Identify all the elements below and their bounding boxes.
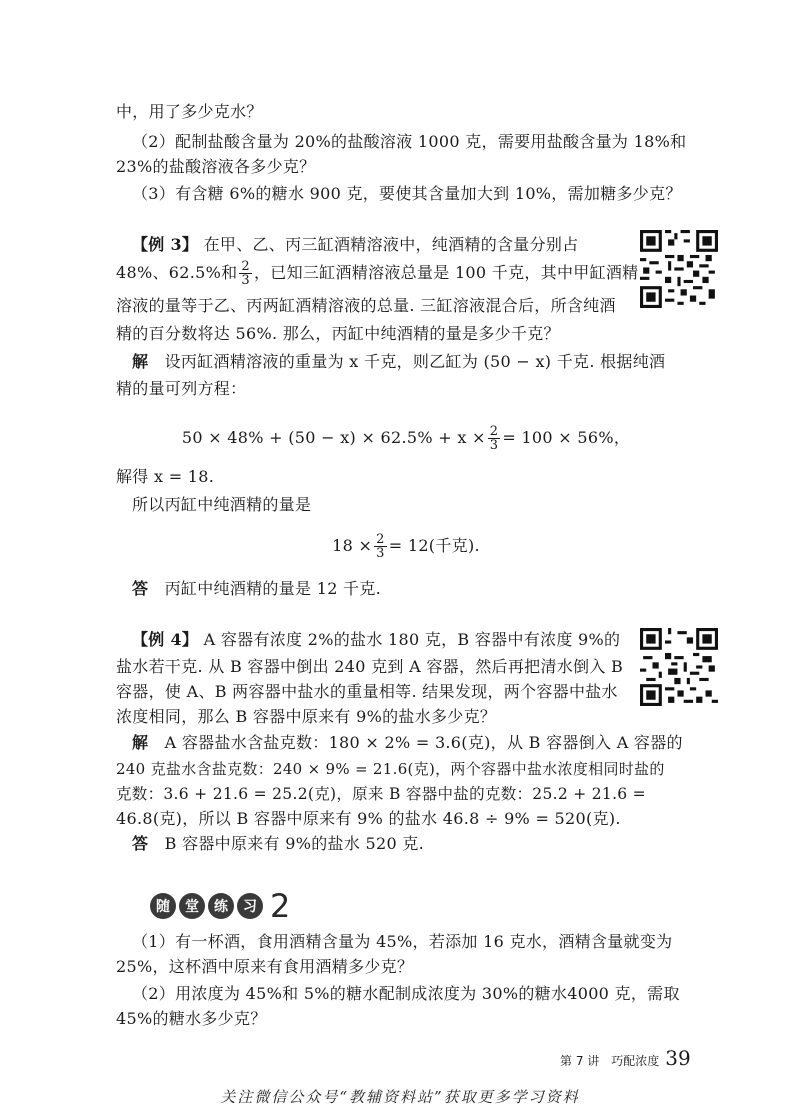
example4-solution-line-2: 240 克盐水含盐克数：240 × 9% = 21.6(克)，两个容器中盐水浓度相同时盐的 — [116, 760, 665, 778]
calc-fraction-numerator: 2 — [376, 532, 385, 547]
example3-line1-text: 在甲、乙、丙三缸酒精溶液中，纯酒精的含量分别占 — [203, 235, 579, 254]
top-problem-line-1: 中，用了多少克水？ — [116, 102, 263, 121]
example3-answer-text: 丙缸中纯酒精的量是 12 千克. — [164, 579, 382, 598]
example4-answer-text: B 容器中原来有 9%的盐水 520 克. — [164, 834, 425, 853]
example4-solution-label: 解 — [132, 733, 149, 752]
practice-section-title — [150, 886, 290, 926]
equation-fraction-denominator: 3 — [489, 438, 499, 453]
example3-solution-line-1 — [132, 350, 696, 374]
page-footer — [560, 1046, 710, 1070]
fraction-numerator: 2 — [241, 259, 250, 274]
calc-fraction — [374, 533, 387, 560]
example3-solution-line-2: 精的量可列方程： — [116, 379, 247, 398]
practice-q1-line-1: （1）有一杯酒，食用酒精含量为 45%，若添加 16 克水，酒精含量就变为 — [132, 932, 673, 951]
calc-left: 18 × — [332, 536, 373, 555]
example3-solved: 解得 x = 18. — [116, 467, 215, 486]
example3-line2-pre: 48%、62.5%和 — [116, 263, 238, 282]
example3-line2-post: ，已知三缸酒精溶液总量是 100 千克，其中甲缸酒精 — [253, 263, 639, 282]
practice-badge-2: 堂 — [179, 893, 205, 919]
practice-badge-3: 练 — [208, 893, 234, 919]
example3-solution-text-1: 设丙缸酒精溶液的重量为 x 千克，则乙缸为 (50 − x) 千克. 根据纯酒 — [164, 352, 666, 371]
page-number: 39 — [665, 1046, 691, 1070]
example4-line-4: 浓度相同，那么 B 容器中原来有 9%的盐水多少克？ — [116, 707, 497, 726]
top-problem-q3: （3）有含糖 6%的糖水 900 克，要使其含量加大到 10%，需加糖多少克？ — [132, 184, 682, 203]
practice-badge-4: 习 — [237, 893, 263, 919]
calc-right: = 12(千克). — [388, 536, 480, 555]
top-problem-q2-line-2: 23%的盐酸溶液各多少克？ — [116, 157, 316, 176]
example3-equation — [116, 420, 696, 456]
practice-badge-1: 随 — [150, 893, 176, 919]
qr-code-icon — [640, 230, 718, 308]
practice-q1-line-2: 25%，这杯酒中原来有食用酒精多少克？ — [116, 957, 414, 976]
example3-line-4: 精的百分数将达 56%. 那么，丙缸中纯酒精的量是多少千克？ — [116, 324, 560, 343]
example4-solution-line-4: 46.8(克)，所以 B 容器中原来有 9% 的盐水 46.8 ÷ 9% = 520(克). — [116, 809, 621, 828]
example4-line1-text: A 容器有浓度 2%的盐水 180 克，B 容器中有浓度 9%的 — [203, 630, 621, 649]
example4-label: 【例 4】 — [132, 630, 199, 649]
example4-answer-label: 答 — [132, 834, 149, 853]
example4-line-3: 容器，使 A、B 两容器中盐水的重量相等. 结果发现，两个容器中盐水 — [116, 682, 618, 701]
example3-calculation — [116, 528, 696, 564]
equation-right: = 100 × 56%， — [502, 428, 631, 447]
example3-so-line: 所以丙缸中纯酒精的量是 — [132, 495, 312, 514]
example3-line-1 — [132, 233, 632, 257]
example3-answer — [132, 577, 696, 601]
example3-line-3: 溶液的量等于乙、丙两缸酒精溶液的总量. 三缸溶液混合后，所含纯酒 — [116, 296, 616, 315]
example4-solution-line-1 — [132, 731, 696, 755]
practice-number: 2 — [270, 887, 291, 925]
practice-q2-line-1: （2）用浓度为 45%和 5%的糖水配制成浓度为 30%的糖水4000 克，需取 — [132, 984, 680, 1003]
calc-fraction-denominator: 3 — [376, 546, 385, 561]
example4-line-2: 盐水若干克. 从 B 容器中倒出 240 克到 A 容器，然后再把清水倒入 B — [116, 657, 624, 676]
example4-answer — [132, 832, 696, 856]
practice-q2-line-2: 45%的糖水多少克？ — [116, 1009, 267, 1028]
equation-left: 50 × 48% + (50 − x) × 62.5% + x × — [181, 428, 486, 447]
example4-solution-line-3: 克数：3.6 + 21.6 = 25.2(克)，原来 B 容器中盐的克数：25.2 + 21.6 = — [116, 785, 646, 803]
example3-label: 【例 3】 — [132, 235, 199, 254]
example3-line-2 — [116, 259, 639, 288]
top-problem-q2-line-1: （2）配制盐酸含量为 20%的盐酸溶液 1000 克，需要用盐酸含量为 18%和 — [132, 132, 687, 151]
watermark-text: 关注微信公众号“教辅资料站”获取更多学习资料 — [220, 1088, 580, 1106]
example3-solution-label: 解 — [132, 352, 149, 371]
equation-fraction-numerator: 2 — [489, 424, 499, 439]
example4-solution-text-1: A 容器盐水含盐克数：180 × 2% = 3.6(克)，从 B 容器倒入 A 容器的 — [164, 733, 683, 752]
qr-code-example3[interactable] — [640, 230, 718, 308]
chapter-label: 第 7 讲 巧配浓度 — [560, 1054, 660, 1068]
qr-code-example4[interactable] — [640, 628, 718, 706]
example3-answer-label: 答 — [132, 579, 149, 598]
equation-fraction — [488, 425, 501, 452]
qr-code-icon — [640, 628, 718, 706]
example4-line-1 — [132, 628, 632, 652]
fraction-two-thirds — [239, 260, 252, 287]
fraction-denominator: 3 — [241, 273, 250, 288]
